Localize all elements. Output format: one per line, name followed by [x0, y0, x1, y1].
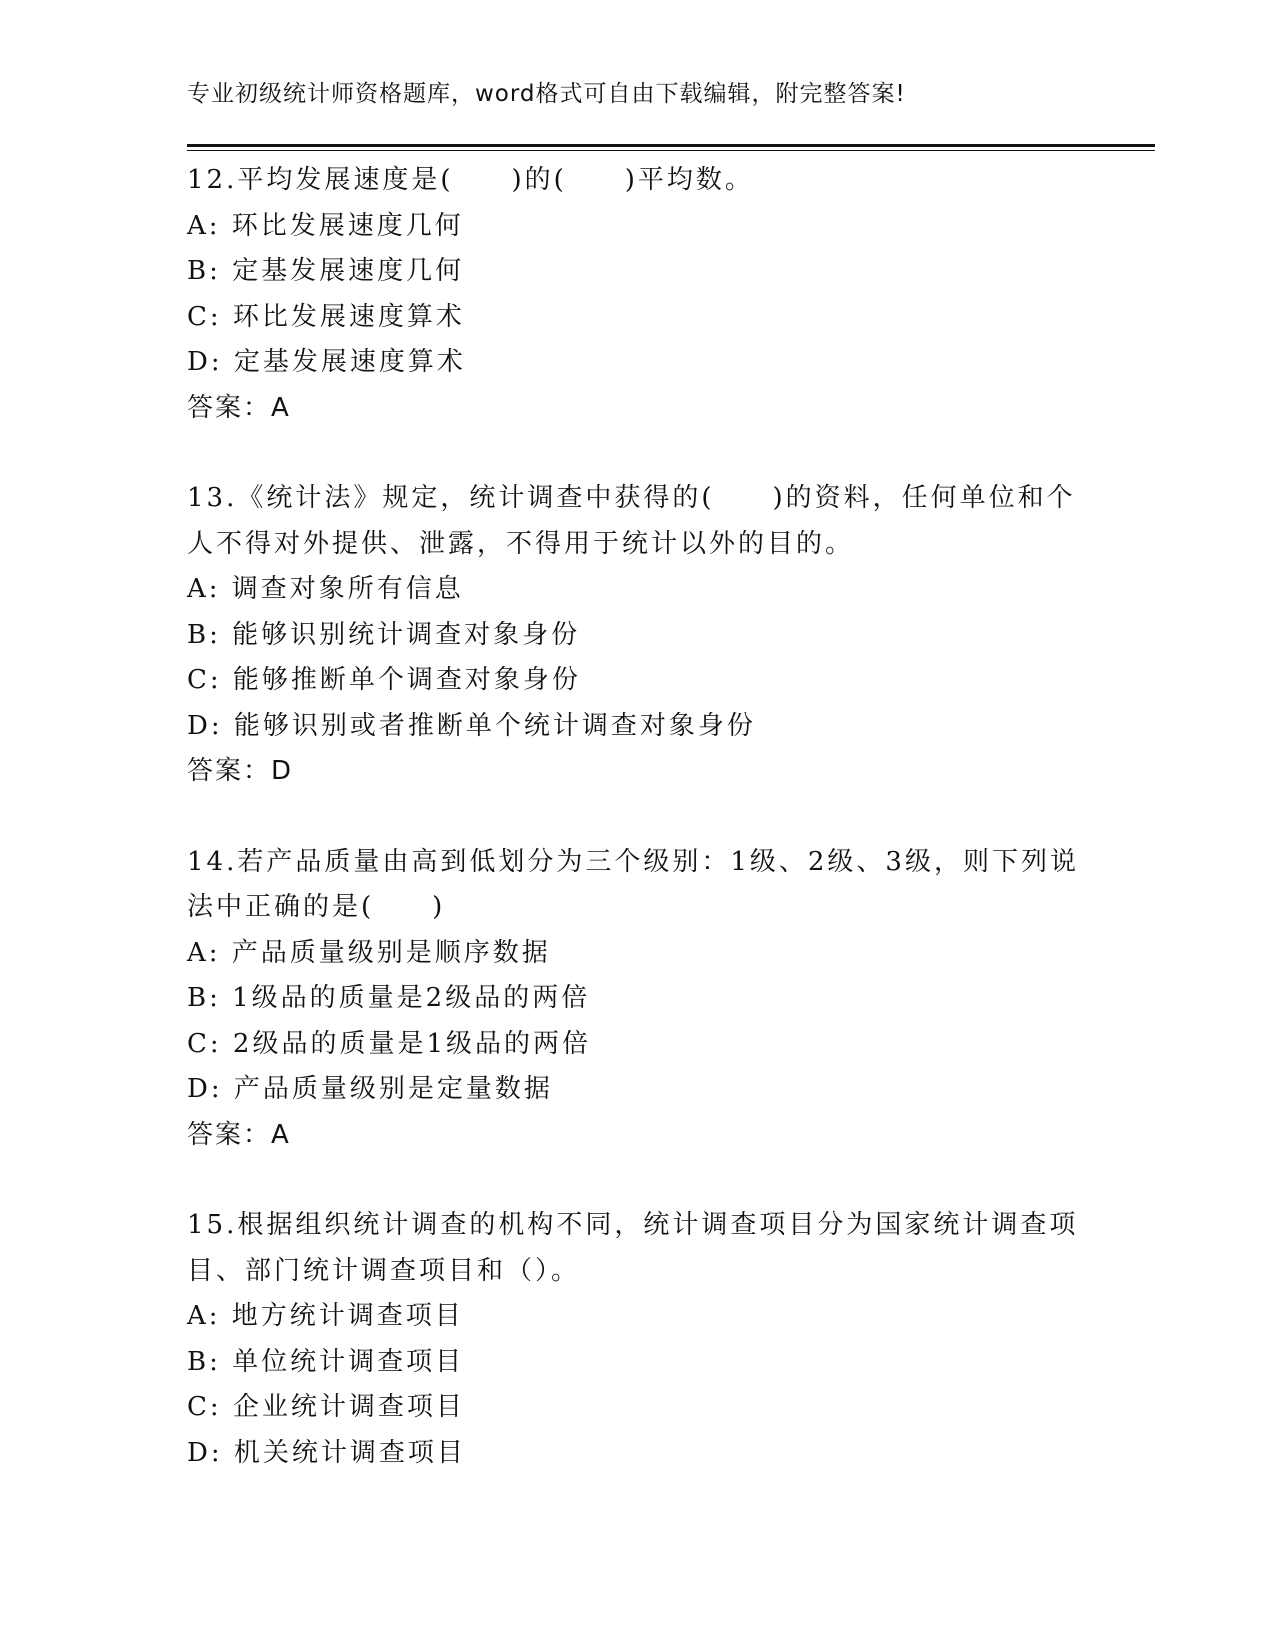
option-a: A: 地方统计调查项目: [187, 1301, 464, 1331]
option-c: C: 环比发展速度算术: [187, 301, 465, 332]
question-list: [187, 158, 1087, 1476]
header-divider: [187, 144, 1155, 147]
question-13: [187, 476, 1087, 795]
option-d: D: 定基发展速度算术: [187, 347, 466, 377]
question-spacer: [187, 795, 1087, 840]
question-stem: 15.根据组织统计调查的机构不同，统计调查项目分为国家统计调查项: [187, 1210, 1079, 1240]
option-b: B: 1级品的质量是2级品的两倍: [187, 983, 591, 1013]
header-divider-thin: [187, 150, 1155, 151]
question-spacer: [187, 431, 1087, 476]
answer-label: 答案：A: [187, 1119, 291, 1150]
option-d: D: 能够识别或者推断单个统计调查对象身份: [187, 710, 756, 741]
option-a: A: 调查对象所有信息: [187, 574, 464, 604]
option-c: C: 企业统计调查项目: [187, 1392, 465, 1422]
question-stem: 14.若产品质量由高到低划分为三个级别：1级、2级、3级，则下列说: [187, 846, 1079, 877]
option-c: C: 2级品的质量是1级品的两倍: [187, 1028, 592, 1059]
option-a: A: 产品质量级别是顺序数据: [187, 937, 551, 968]
question-stem: 13.《统计法》规定，统计调查中获得的( )的资料，任何单位和个: [187, 483, 1076, 513]
option-b: B: 能够识别统计调查对象身份: [187, 619, 581, 650]
option-a: A: 环比发展速度几何: [187, 210, 464, 241]
question-spacer: [187, 1158, 1087, 1203]
question-12: [187, 158, 1087, 431]
question-stem-continued: 法中正确的是( ): [187, 892, 446, 922]
question-stem-continued: 目、部门统计调查项目和（）。: [187, 1255, 581, 1286]
question-14: [187, 840, 1087, 1159]
question-stem: 12.平均发展速度是( )的( )平均数。: [187, 165, 754, 195]
option-c: C: 能够推断单个调查对象身份: [187, 665, 581, 695]
option-b: B: 定基发展速度几何: [187, 256, 465, 286]
option-b: B: 单位统计调查项目: [187, 1346, 465, 1377]
option-d: D: 机关统计调查项目: [187, 1437, 466, 1468]
question-stem-continued: 人不得对外提供、泄露，不得用于统计以外的目的。: [187, 528, 855, 559]
header-note: 专业初级统计师资格题库，word格式可自由下载编辑，附完整答案!: [187, 81, 906, 107]
question-15: [187, 1203, 1087, 1476]
answer-label: 答案：A: [187, 392, 291, 423]
answer-label: 答案：D: [187, 756, 294, 786]
option-d: D: 产品质量级别是定量数据: [187, 1074, 553, 1104]
